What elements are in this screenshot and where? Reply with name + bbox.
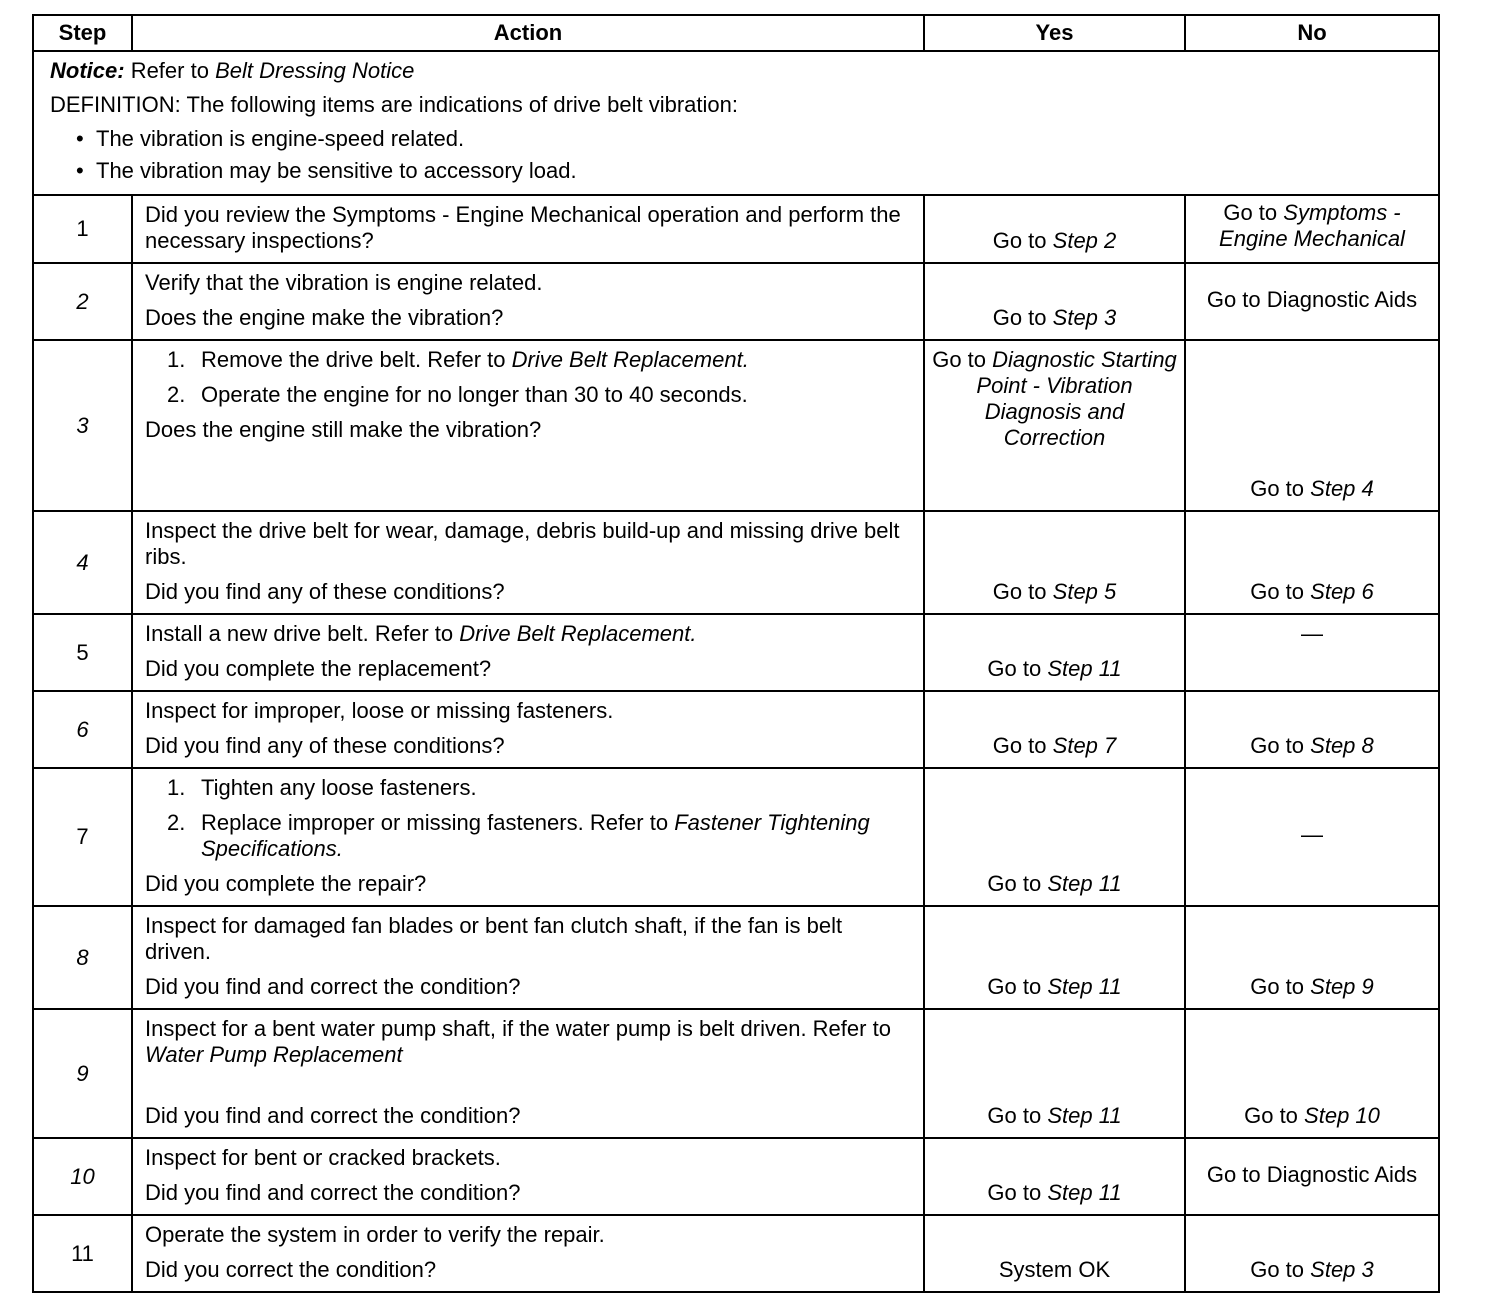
header-no: No bbox=[1185, 15, 1439, 51]
yes-cell: Go to Diagnostic Starting Point - Vibration Diagnosis and Correction bbox=[924, 340, 1185, 511]
step-row-4 bbox=[33, 511, 1439, 614]
header-action: Action bbox=[132, 15, 924, 51]
step-action: Did you review the Symptoms - Engine Mechanical operation and perform the necessary inspections? bbox=[132, 195, 924, 263]
numbered-item: 1. Remove the drive belt. Refer to Drive Belt Replacement. bbox=[167, 347, 749, 372]
no-cell bbox=[1185, 614, 1439, 691]
notice-ref: Belt Dressing Notice bbox=[215, 58, 415, 83]
no-cell: Go to Step 6 bbox=[1185, 511, 1439, 614]
yes-cell: System OK bbox=[924, 1215, 1185, 1292]
notice-label: Notice: bbox=[50, 58, 125, 83]
yes-cell: Go to Step 11 bbox=[924, 768, 1185, 906]
no-cell: Go to Step 8 bbox=[1185, 691, 1439, 768]
yes-cell: Go to Step 11 bbox=[924, 614, 1185, 691]
step-action: Inspect for bent or cracked brackets. Did you find and correct the condition? bbox=[132, 1138, 924, 1215]
step-row-1 bbox=[33, 195, 1439, 263]
bullet-item: • The vibration may be sensitive to accessory load. bbox=[76, 158, 577, 183]
notice-cell bbox=[33, 51, 1439, 195]
notice-line bbox=[50, 58, 1428, 84]
no-cell: Go to Step 4 bbox=[1185, 340, 1439, 511]
step-row-10 bbox=[33, 1138, 1439, 1215]
header-step: Step bbox=[33, 15, 132, 51]
step-number: 7 bbox=[33, 768, 132, 906]
step-action: 1. Remove the drive belt. Refer to Drive Belt Replacement. 2. Operate the engine for no longer than 30 to 40 seconds. Does the engine still make the vibration? bbox=[132, 340, 924, 511]
yes-cell: Go to Step 11 bbox=[924, 1009, 1185, 1138]
step-number: 8 bbox=[33, 906, 132, 1009]
step-row-2 bbox=[33, 263, 1439, 340]
diagnostic-table bbox=[32, 14, 1440, 1293]
step-action: Inspect the drive belt for wear, damage, debris build-up and missing drive belt ribs. Did you find any of these conditions? bbox=[132, 511, 924, 614]
step-number: 2 bbox=[33, 263, 132, 340]
yes-cell: Go to Step 3 bbox=[924, 263, 1185, 340]
step-action: Inspect for a bent water pump shaft, if the water pump is belt driven. Refer to Water Pump Replacement Did you find and correct the condition? bbox=[132, 1009, 924, 1138]
step-number: 10 bbox=[33, 1138, 132, 1215]
no-cell bbox=[1185, 768, 1439, 906]
step-number: 4 bbox=[33, 511, 132, 614]
step-action: Inspect for damaged fan blades or bent fan clutch shaft, if the fan is belt driven. Did you find and correct the condition? bbox=[132, 906, 924, 1009]
step-number: 5 bbox=[33, 614, 132, 691]
no-cell: Go to Step 9 bbox=[1185, 906, 1439, 1009]
yes-cell: Go to Step 11 bbox=[924, 906, 1185, 1009]
no-cell: Go to Diagnostic Aids bbox=[1185, 1138, 1439, 1215]
notice-refer: Refer to bbox=[130, 58, 209, 83]
no-cell: Go to Step 3 bbox=[1185, 1215, 1439, 1292]
step-number: 1 bbox=[33, 195, 132, 263]
yes-cell: Go to Step 2 bbox=[924, 195, 1185, 263]
yes-cell: Go to Step 5 bbox=[924, 511, 1185, 614]
numbered-item: 2. Operate the engine for no longer than 30 to 40 seconds. bbox=[167, 382, 748, 407]
step-number: 9 bbox=[33, 1009, 132, 1138]
step-row-9 bbox=[33, 1009, 1439, 1138]
step-row-8 bbox=[33, 906, 1439, 1009]
notice-row bbox=[33, 51, 1439, 195]
dash: — bbox=[1301, 621, 1323, 646]
no-cell: Go to Diagnostic Aids bbox=[1185, 263, 1439, 340]
header-row bbox=[33, 15, 1439, 51]
header-yes: Yes bbox=[924, 15, 1185, 51]
bullet-item: • The vibration is engine-speed related. bbox=[76, 126, 465, 151]
step-row-5 bbox=[33, 614, 1439, 691]
numbered-item: 2. Replace improper or missing fasteners. Refer to Fastener Tightening Specifications. bbox=[167, 810, 870, 861]
no-cell: Go to Step 10 bbox=[1185, 1009, 1439, 1138]
step-action: Verify that the vibration is engine related. Does the engine make the vibration? bbox=[132, 263, 924, 340]
step-row-11 bbox=[33, 1215, 1439, 1292]
step-row-6 bbox=[33, 691, 1439, 768]
step-number: 11 bbox=[33, 1215, 132, 1292]
step-action: Operate the system in order to verify the repair. Did you correct the condition? bbox=[132, 1215, 924, 1292]
step-row-3 bbox=[33, 340, 1439, 511]
definition-text: DEFINITION: The following items are indications of drive belt vibration: bbox=[50, 92, 738, 117]
step-number: 6 bbox=[33, 691, 132, 768]
step-action: Install a new drive belt. Refer to Drive Belt Replacement. Did you complete the replacement? bbox=[132, 614, 924, 691]
step-row-7 bbox=[33, 768, 1439, 906]
step-number: 3 bbox=[33, 340, 132, 511]
step-action: 1. Tighten any loose fasteners. 2. Replace improper or missing fasteners. Refer to Fastener Tightening Specifications. Did you complete the repair? bbox=[132, 768, 924, 906]
dash: — bbox=[1301, 822, 1323, 847]
no-cell: Go to Symptoms - Engine Mechanical bbox=[1185, 195, 1439, 263]
step-action: Inspect for improper, loose or missing fasteners. Did you find any of these conditions? bbox=[132, 691, 924, 768]
yes-cell: Go to Step 7 bbox=[924, 691, 1185, 768]
numbered-item: 1. Tighten any loose fasteners. bbox=[167, 775, 477, 800]
yes-cell: Go to Step 11 bbox=[924, 1138, 1185, 1215]
